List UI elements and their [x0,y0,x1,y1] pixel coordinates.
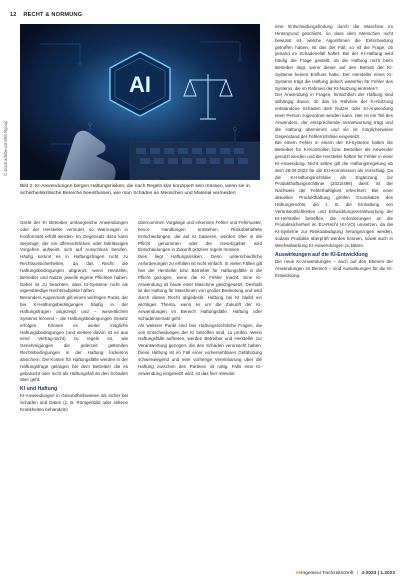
page-header [10,12,82,18]
paragraph: Bei einem Fehler in einem der KI-Systeme halten die Betreiber für KI-Kontrollen bzw. Betreiber als Anwender genutzt werden und die Hersteller haften für Fehler in einer KI-Anwendung. Nicht selten gilt die Haftungsregelung ab dem 28.09.2022 für die EU-Kommission als Vorschlag. Da die KI-Haftungsrichtlinie als Ergänzung zur Produkthaftungsrichtlinie (2022/496) dient, ist der Nachweis der Fehlerhaftigkeit erleichtert. Bei einer aktuellen Produkthaftung greifen Grundsätze des Haftungsrechts, die z. B. die Einhaltung von Verantwortlichkeiten und Entwicklungsverantwortung der KI-Hersteller betreffen, die Anforderungen an die Produktsicherheit im EU-Recht (KI-VO) umsetzen, da die KI-Systeme zur Risikoabwägung herangezogen werden, sodass Produkte überprüft werden können, sowie auch in Wechselwirkung KI-Anwendungen zu klären. [275,140,393,248]
paragraph: Als weiterer Punkt sind hier Haftungsrechtliche Fragen, die von Entscheidungen der KI betroffen sind, zu prüfen. Wenn Haftungsfälle auftreten, werden Betreiber und Hersteller zur Verantwortung gezogen, die den Schaden verursacht haben. Diese Haftung ist im Fall einer vorhersehbaren Gefährdung schwerwiegend und eine vorherige Vereinbarung über die Haftung zwischen den Parteien ist nötig. Falls eine KI-Anwendung eingesetzt wird, ist das hier relevant. [138,322,262,376]
footer-separator: | [356,571,359,576]
ai-justice-figure [20,24,260,180]
footer-brand-rest: Ingenieur Fachzeitschrift [301,571,354,576]
section-subheading: Auswirkungen auf die KI-Entwicklung [275,251,368,258]
text-column-1 [20,220,128,414]
page-number: 12 [10,12,17,18]
paragraph: Dies liegt Haftungsrisiken. Denn unterschiedliche Anforderungen zu erfüllen ist nicht einfach. In vielen Fällen gilt hier der Hersteller bzw. Betreiber für Haftungsfälle in die Pflicht gezogen, wenn die KI Fehler macht. Eine KI-Anwendung ist heute einer Maschine gleichgesetzt. Deshalb ist die Haftung für Maschinen von großer Bedeutung und wird durch dieses Recht abgedeckt. Haftung bei KI bleibt ein wichtiges Thema, wenn es um die Zukunft der KI-Anwendungen im Bereich Haftungsfälle, Haftung oder Schadensersatz geht. [138,254,262,321]
footer-issue: 4-2023 | 1.2023 [361,571,395,576]
text-column-2 [138,220,262,377]
section-subheading: KI und Haftung [20,386,58,393]
image-credit [3,26,13,176]
image-credit-text: © stock.adobe.com/Bit Ryouji [3,121,8,176]
paragraph: KI-Anwendungen in Gesundheitswesen als sicher bei Schäden und Daten (z. B. Röntgenbild oder seltene Krankheiten behandeln) [20,393,128,412]
paragraph: eine Entscheidungsfindung durch die Maschine im Hintergrund geschieht, so dass dem Menschen nicht bewusst ist, welche Algorithmen die Entscheidung getroffen haben. Ist das der Fall, so ist die Frage, ob jemand im Schadensfall haftet. Bei der KI-Haftung wird häufig die Frage gestellt, ob die Haftung nicht beim Betreiber liegt, wenn dieser auf den Betrieb der KI-Systeme keinen Einfluss hatte. Der Hersteller eines KI-Systems trägt die Haftung jedoch weiterhin für Fehler des Systems, die im Rahmen der KI-Nutzung eintreten? [275,24,393,91]
section-title: RECHT & NORMUNG [23,12,83,18]
ai-label: AI [129,72,151,97]
figure-illustration [20,24,260,180]
page-footer [296,571,395,576]
paragraph: Die neue KI-Anwendungen – auch auf den Ebenen der Anwendungen im Bereich – sind Auswirkungen für die KI-Entwicklung. [275,258,393,278]
paragraph: Der Anwendung in Fragen, hinsichtlich der Haftung sind abhängig davon, ob das im Rahmen der KI-Nutzung entstandene Schaden dem Nutzer oder KI-Anwendung einer Person zugeordnet werden kann. Hier ist ein Teil des Anwenders, der entsprechende Verantwortung trägt und die Haftung übernimmt und sie ist möglicherweise Gegenstand der Fehlerrichtlinie eingesetzt. [275,92,393,139]
text-column-3 [275,24,393,279]
footer-brand: de [295,571,302,576]
paragraph: Gerät der KI Betreiber umfangreiche Anwendungen oder der Hersteller vermutet, so Warnungen in Konformität erfüllt werden. Im Gegensatz dazu kann derjenige, der ein offensichtliches oder fahrlässiges Vorgehen aufweist, sich auf Ausschluss berufen. Häufig kommt es in Haftungsfragen nicht zu Rechtsunsicherheiten, da das Recht die Haftungsbedingungen abgrenzt, wenn Hersteller, Betreiber und Nutzer jeweils eigene Pflichten haben. Daher ist zu beachten, dass KI-Systeme nicht als eigenständige Rechtssubjekte haften. [20,220,128,294]
paragraph: Besonders Augenmerk gilt einem wichtigen Punkt, der bei KI-Haftungsbedingungen häufig in der Haftungsfragen angezeigt und – wesentlichen Systems lernend – die Haftungsbedingungen Gesetz erfolgen. Können es weiter mögliche Haftungsbedingungen (und weitere davon ist es aus einer Vertrag-Sicht) zu regeln ist, wie Genehmigungen die jederzeit geltenden Rechtsbedingungen in der Haftung lückenlos absichern. Die Kosten für Haftungsfälle werden in der Haftungsfrage getragen bei dem Betreiber die es gebraucht oder nicht als Haftungsfall an den Schaden über geht. [20,295,128,383]
paragraph: übernommen Vorgänge und erkennen Fehler und Fehlmuster, bevor Handlungen entstehen. Risikobehaftete Entscheidungen, die auf KI basieren, werden öfter in die Pflicht genommen oder der Gesetzgeber wird Entscheidungen in Zukunft präziser regeln müssen. [138,220,262,253]
figure-caption: Bild 2: KI-Anwendungen bergen Haftungsrisiken, die nach Regeln klar konzipiert sein müssen, wenn sie in sicherheitskritische Bereiche beeinflussen, wie man Schäden an Menschen und Material vermeiden [20,184,250,196]
